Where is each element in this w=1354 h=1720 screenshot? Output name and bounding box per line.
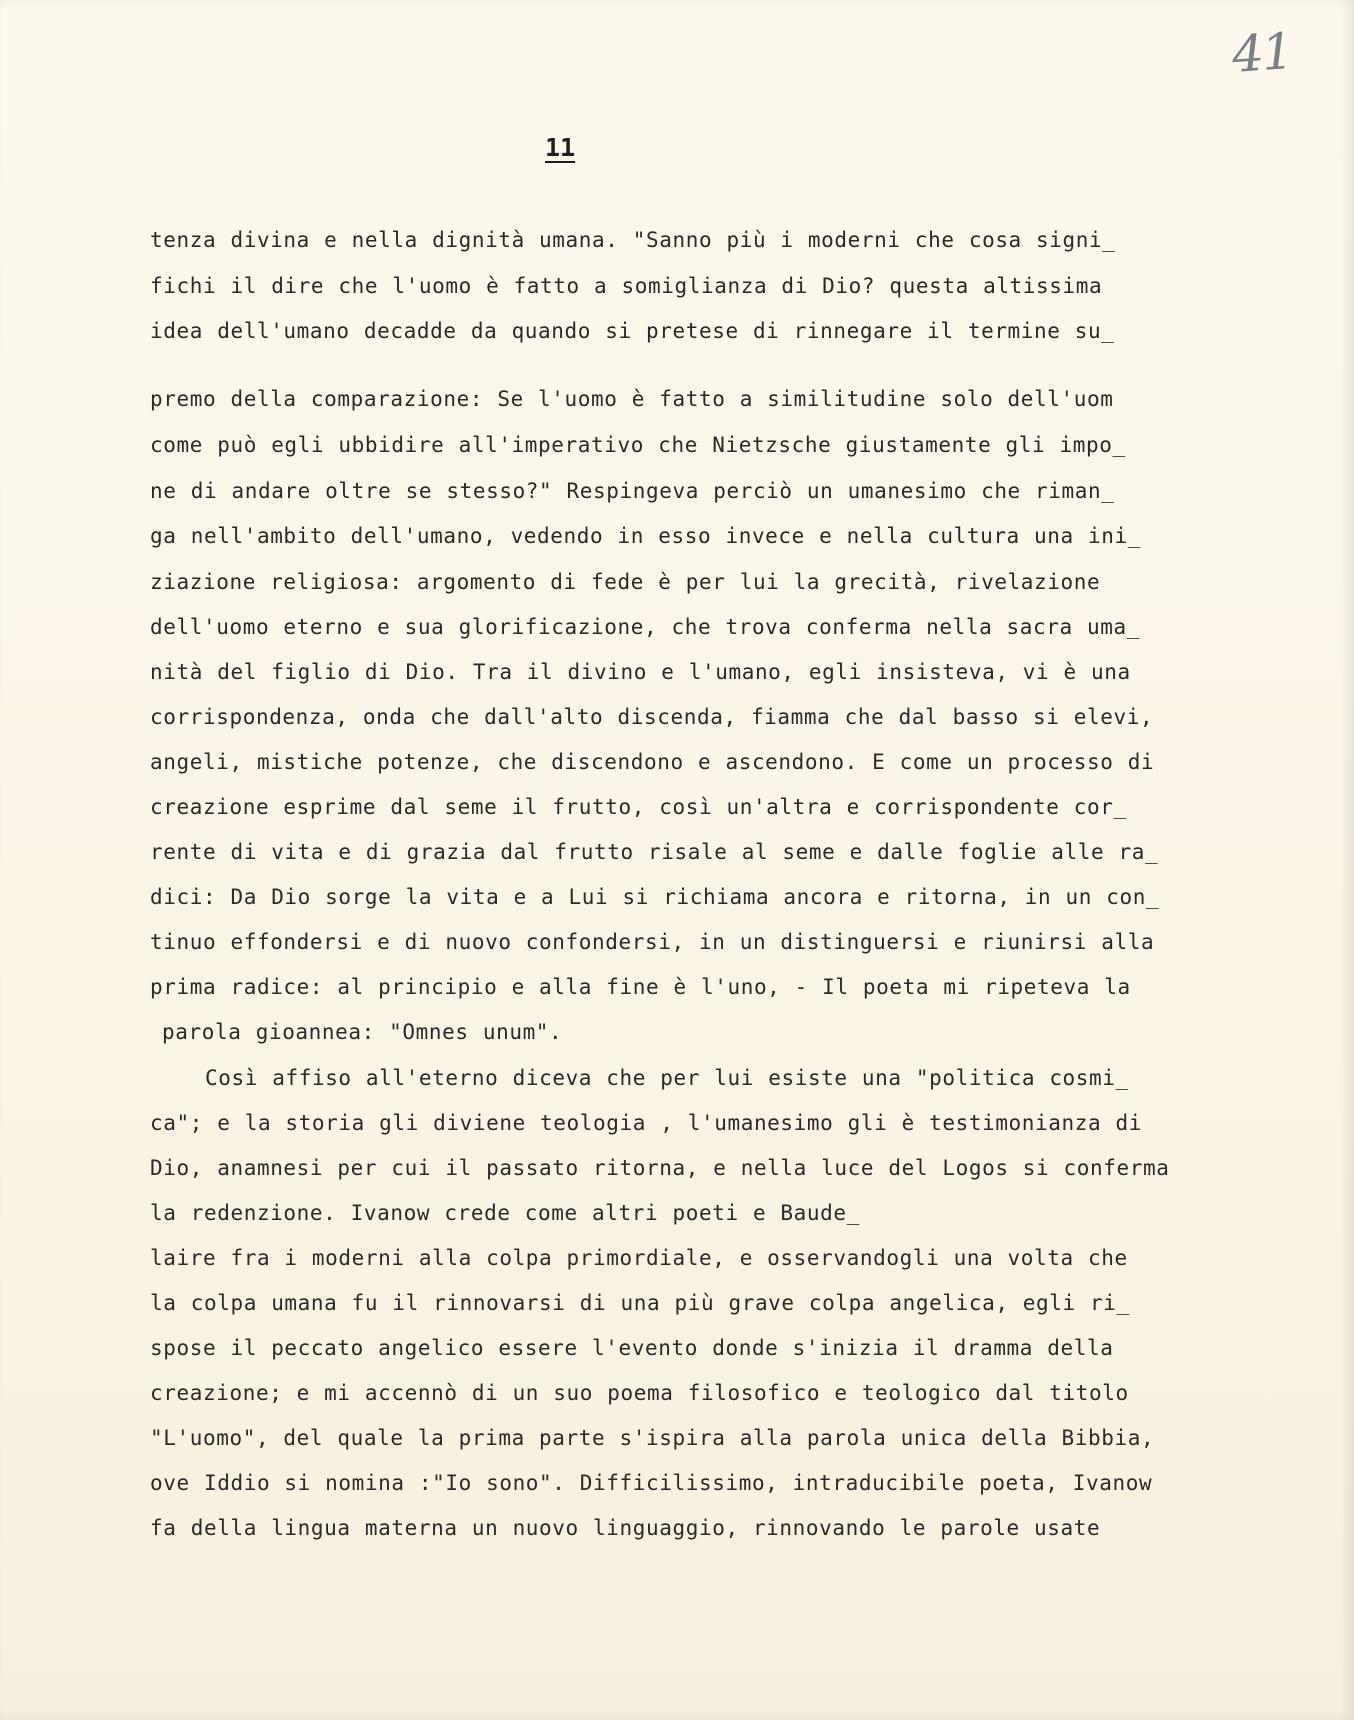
text-line: idea dell'umano decadde da quando si pretese di rinnegare il termine su_ [150, 319, 1115, 343]
text-line: nità del figlio di Dio. Tra il divino e l'umano, egli insisteva, vi è una [150, 660, 1131, 684]
text-line: spose il peccato angelico essere l'evento donde s'inizia il dramma della [150, 1336, 1114, 1360]
text-line: tinuo effondersi e di nuovo confondersi, in un distinguersi e riunirsi alla [150, 930, 1155, 954]
text-line: "L'uomo", del quale la prima parte s'ispira alla parola unica della Bibbia, [150, 1426, 1155, 1450]
text-line: creazione esprime dal seme il frutto, così un'altra e corrispondente cor_ [150, 795, 1127, 819]
text-line: fichi il dire che l'uomo è fatto a somiglianza di Dio? questa altissima [150, 274, 1103, 298]
text-line: la colpa umana fu il rinnovarsi di una più grave colpa angelica, egli ri_ [150, 1291, 1130, 1315]
text-line: creazione; e mi accennò di un suo poema filosofico e teologico dal titolo [150, 1381, 1129, 1405]
text-line: ove Iddio si nomina :"Io sono". Difficilissimo, intraducibile poeta, Ivanow [150, 1471, 1153, 1495]
text-line: rente di vita e di grazia dal frutto risale al seme e dalle foglie alle ra_ [150, 840, 1159, 864]
text-line: Dio, anamnesi per cui il passato ritorna, e nella luce del Logos si conferma [150, 1156, 1170, 1180]
text-line: dici: Da Dio sorge la vita e a Lui si richiama ancora e ritorna, in un con_ [150, 885, 1160, 909]
text-line: premo della comparazione: Se l'uomo è fatto a similitudine solo dell'uom [150, 387, 1114, 411]
text-line: parola gioannea: "Omnes unum". [162, 1020, 563, 1044]
text-line: ca"; e la storia gli diviene teologia , l'umanesimo gli è testimonianza di [150, 1111, 1142, 1135]
text-line: corrispondenza, onda che dall'alto discenda, fiamma che dal basso si elevi, [150, 705, 1154, 729]
text-line: ziazione religiosa: argomento di fede è per lui la grecità, rivelazione [150, 570, 1101, 594]
text-line: angeli, mistiche potenze, che discendono e ascendono. E come un processo di [150, 750, 1155, 774]
text-line: ga nell'ambito dell'umano, vedendo in esso invece e nella cultura una ini_ [150, 524, 1141, 548]
folio-number: 41 [1230, 21, 1294, 85]
text-line: fa della lingua materna un nuovo linguaggio, rinnovando le parole usate [150, 1516, 1101, 1540]
page-number: 11 [545, 133, 576, 162]
text-line: come può egli ubbidire all'imperativo che Nietzsche giustamente gli impo_ [150, 433, 1126, 457]
text-line: dell'uomo eterno e sua glorificazione, che trova conferma nella sacra uma_ [150, 615, 1140, 639]
text-line: Così affiso all'eterno diceva che per lui esiste una "politica cosmi_ [205, 1066, 1129, 1090]
text-line: tenza divina e nella dignità umana. "Sanno più i moderni che cosa signi_ [150, 228, 1116, 252]
text-line: prima radice: al principio e alla fine è l'uno, - Il poeta mi ripeteva la [150, 975, 1131, 999]
text-line: laire fra i moderni alla colpa primordiale, e osservandogli una volta che [150, 1246, 1128, 1270]
text-line: ne di andare oltre se stesso?" Respingeva perciò un umanesimo che riman_ [150, 479, 1115, 503]
text-line: la redenzione. Ivanow crede come altri poeti e Baude_ [150, 1201, 860, 1225]
